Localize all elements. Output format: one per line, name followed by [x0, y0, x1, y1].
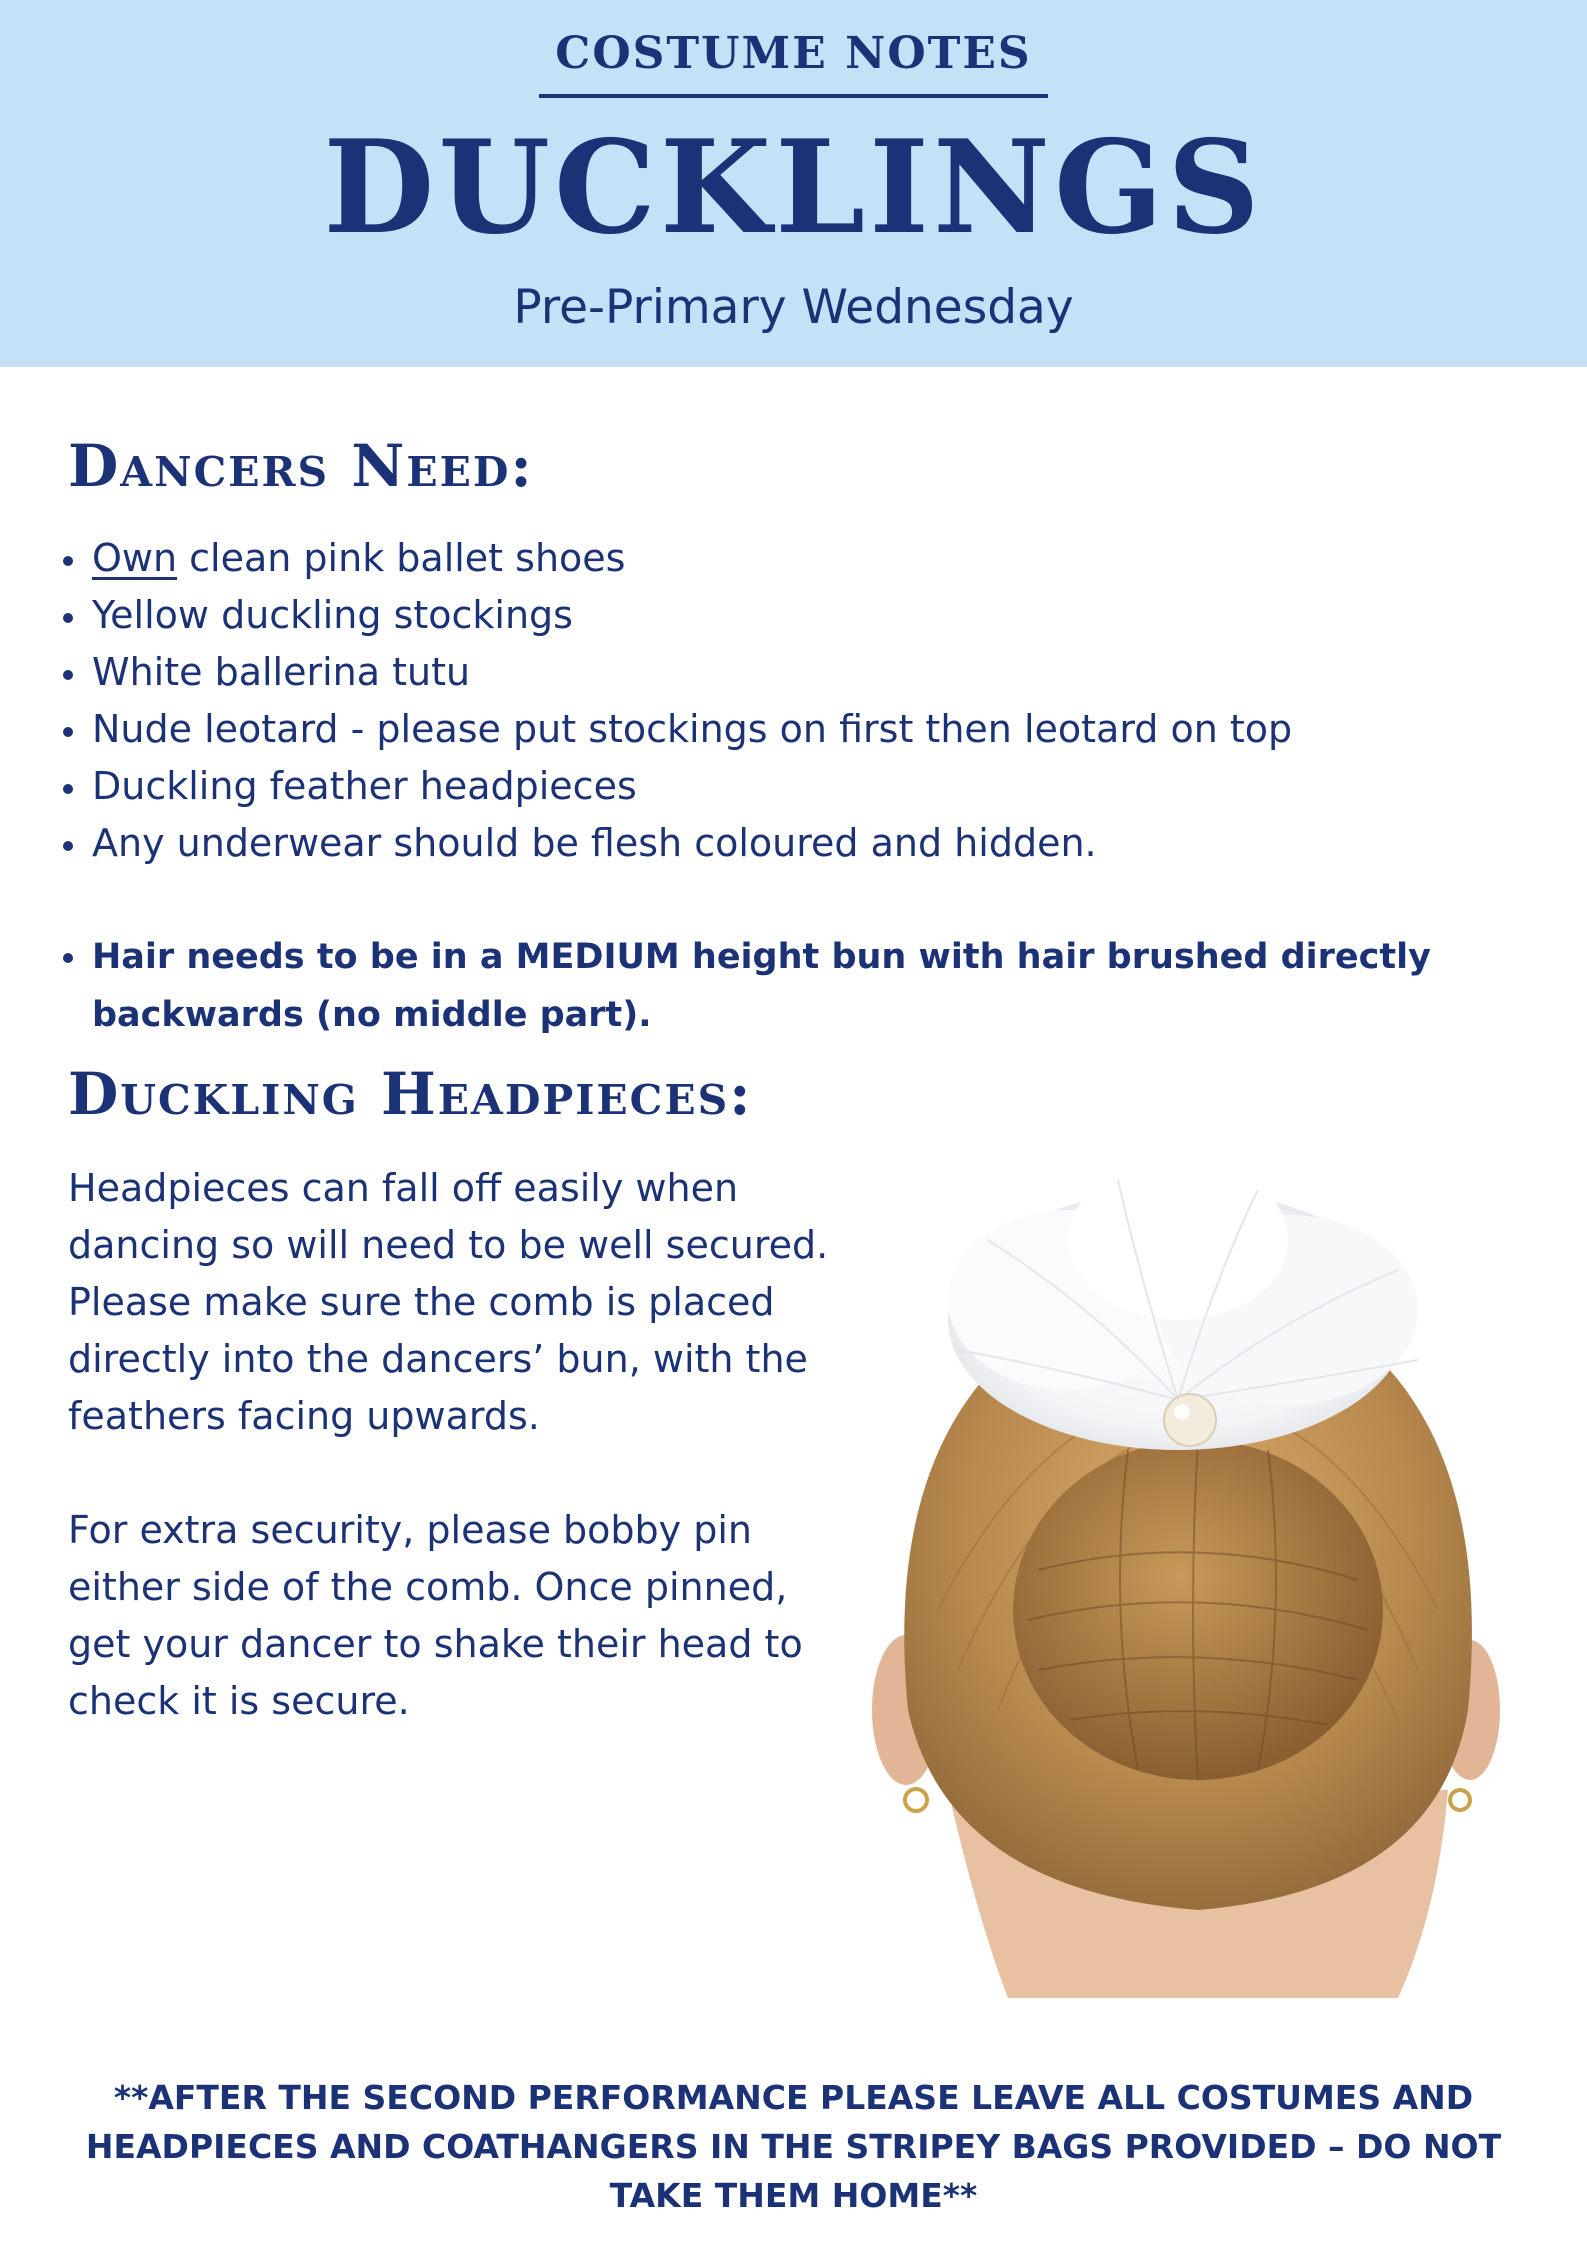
hair-note-text: Hair needs to be in a MEDIUM height bun with hair brushed directly backwards (no middle part).: [92, 937, 1431, 1035]
earring-left: [905, 1789, 927, 1811]
pearl-highlight: [1174, 1404, 1190, 1420]
page-title: DUCKLINGS: [323, 113, 1264, 263]
list-item-text: clean pink ballet shoes: [177, 536, 626, 580]
list-item: Nude leotard - please put stockings on first then leotard on top: [56, 701, 1292, 758]
hair-bun: [1013, 1440, 1383, 1780]
headpieces-heading: Duckling Headpieces:: [68, 1060, 753, 1128]
dancers-need-heading: Dancers Need:: [68, 432, 534, 500]
page-subtitle: Pre-Primary Wednesday: [513, 280, 1074, 335]
list-item: Yellow duckling stockings: [56, 587, 1292, 644]
header-banner: [0, 0, 1587, 367]
bullet-dot: [63, 953, 73, 963]
list-item: Any underwear should be flesh coloured and hidden.: [56, 815, 1292, 872]
kicker-underline: [539, 94, 1048, 98]
list-item: [56, 530, 1292, 587]
list-item: Duckling feather headpieces: [56, 758, 1292, 815]
pearl-bead: [1164, 1394, 1216, 1446]
kicker-label: COSTUME NOTES: [555, 28, 1032, 79]
headpieces-paragraph-1: Headpieces can fall off easily when dancing so will need to be well secured. Please make sure the comb is placed directly into the dancers’ bun, with the feathers facing upwards.: [68, 1166, 829, 1438]
headpieces-paragraph-2: For extra security, please bobby pin either side of the comb. Once pinned, get your dancer to shake their head to check it is secure.: [68, 1508, 803, 1723]
earring-right: [1450, 1790, 1470, 1810]
list-item: White ballerina tutu: [56, 644, 1292, 701]
footer-notice: **AFTER THE SECOND PERFORMANCE PLEASE LEAVE ALL COSTUMES AND HEADPIECES AND COATHANGERS IN THE STRIPEY BAGS PROVIDED – DO NOT TAKE THEM HOME**: [85, 2078, 1502, 2215]
hair-note: [56, 928, 1526, 1044]
list-item-emphasis: Own: [92, 536, 178, 580]
headpiece-photo: [838, 1150, 1538, 1998]
dancers-need-list: [56, 530, 1292, 872]
